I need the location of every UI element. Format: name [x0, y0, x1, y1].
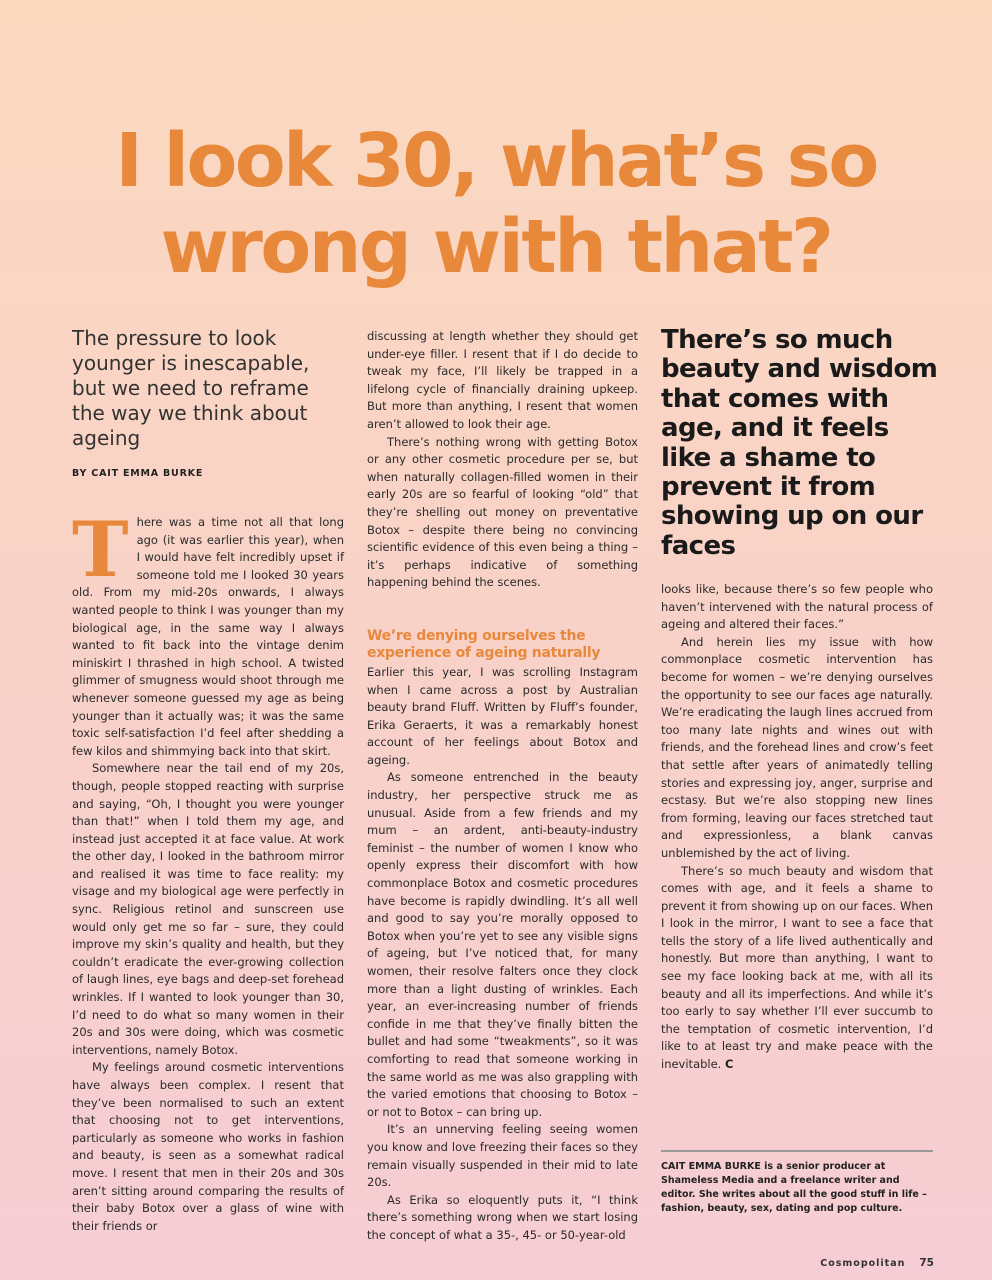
drop-cap: T — [72, 505, 129, 594]
paragraph — [72, 505, 344, 760]
author-bio: CAIT EMMA BURKE is a senior producer at Shameless Media and a freelance writer and editor. She writes about all the good stuff in life – fashion, beauty, sex, dating and pop culture. — [661, 1161, 927, 1214]
paragraph: Somewhere near the tail end of my 20s, though, people stopped reacting with surprise and saying, “Oh, I thought you were younger than that!” when I told them my age, and instead just accepted it at face value. At work the other day, I looked in the bathroom mirror and realised it was time to face reality: my visage and my biological age were perfectly in sync. Religious retinol and sunscreen use would only get me so far – sure, they could improve my skin’s quality and health, but they couldn’t eradicate the ever-growing collection of laugh lines, eye bags and deep-set forehead wrinkles. If I wanted to look younger than 30, I’d need to do what so many women in their 20s and 30s were doing, which was cosmetic interventions, namely Botox. — [72, 761, 344, 1057]
paragraph: My feelings around cosmetic interventions have always been complex. I resent that they’ve been normalised to such an extent that choosing not to get interventions, particularly as someone who works in fashion and beauty, is seen as a somewhat radical move. I resent that men in their 20s and 30s aren’t sitting around comparing the results of their baby Botox over a glass of wine with their friends or — [72, 1060, 344, 1233]
paragraph: As someone entrenched in the beauty industry, her perspective struck me as unusual. Aside from a few friends and my mum – an ardent, anti-beauty-industry feminist – the number of women I know who openly express their discomfort with how commonplace Botox and cosmetic procedures have become is rapidly dwindling. It’s all well and good to say you’re morally opposed to Botox when you’re yet to see any visible signs of ageing, but I’ve noticed that, for many women, their resolve falters once they clock more than a light dusting of wrinkles. Each year, an ever-increasing number of friends confide in me that they’ve finally bitten the bullet and had some “tweakments”, so it was comforting to read that someone working in the same world as me was also grappling with the varied emotions that choosing to Botox – or not to Botox – can bring up. — [367, 770, 638, 1119]
paragraph: As Erika so eloquently puts it, “I think there’s something wrong when we start losing the concept of what a 35-, 45- or 50-year-old — [367, 1192, 638, 1242]
paragraph: And herein lies my issue with how commonplace cosmetic intervention has become for women – we’re denying ourselves the opportunity to see our faces age naturally. We’re eradicating the laugh lines accrued from too many late nights and wines out with friends, and the forehead lines and crow’s feet that settle after years of animatedly telling stories and expressing joy, anger, surprise and ecstasy. But we’re also stopping new lines from forming, leaving our faces stretched taut and expressionless, a blank canvas unblemished by the act of living. — [661, 634, 933, 860]
headline-line-2: wrong with that? — [160, 204, 832, 290]
paragraph: looks like, because there’s so few people who haven’t intervened with the natural process of ageing and altered their faces.” — [661, 582, 933, 632]
end-mark-icon: C — [725, 1057, 734, 1072]
paragraph-text: here was a time not all that long ago (it was earlier this year), when I would have felt incredibly upset if someone told me I looked 30 years old. From my mid-20s onwards, I always wanted people to think I was younger than my biological age, in the same way I always wanted to fit back into the vintage denim miniskirt I thrashed in high school. A twisted glimmer of smugness would shoot through me whenever someone guessed my age as being younger than it actually was; it was the same toxic self-satisfaction I’d feel after shedding a few kilos and shimmying back into that skirt. — [72, 515, 344, 758]
pull-quote: There’s so much beauty and wisdom that comes with age, and it feels like a shame to prevent it from showing up on our faces — [661, 325, 938, 561]
column-2 — [367, 328, 638, 1245]
subheading: We’re denying ourselves the experience of ageing naturally — [367, 627, 601, 661]
byline: BY CAIT EMMA BURKE — [72, 468, 204, 479]
page-number: 75 — [919, 1257, 934, 1269]
magazine-name: Cosmopolitan — [820, 1258, 906, 1269]
headline-line-1: I look 30, what’s so — [115, 118, 877, 204]
headline — [0, 118, 992, 290]
column-1 — [72, 505, 344, 1235]
bio-divider — [661, 1150, 933, 1152]
paragraph: discussing at length whether they should get under-eye filler. I resent that if I do decide to tweak my face, I’ll likely be trapped in a lifelong cycle of financially draining upkeep. But more than anything, I resent that women aren’t allowed to look their age. — [367, 329, 638, 431]
paragraph: Earlier this year, I was scrolling Instagram when I came across a post by Australian beauty brand Fluff. Written by Fluff’s founder, Erika Geraerts, it was a remarkably honest account of her feelings about Botox and ageing. — [367, 664, 638, 767]
paragraph — [661, 863, 933, 1074]
paragraph-text: There’s so much beauty and wisdom that comes with age, and it feels a shame to prevent it from showing up on our faces. When I look in the mirror, I want to see a face that tells the story of a life lived authentically and honestly. But more than anything, I want to see my face looking back at me, with all its beauty and all its imperfections. And while it’s too early to say whether I’ll ever succumb to the temptation of cosmetic intervention, I’d like to at least try and make peace with the inevitable. — [661, 863, 933, 1072]
page-footer — [820, 1257, 934, 1269]
paragraph: It’s an unnerving feeling seeing women you know and love freezing their faces so they remain visually suspended in their mid to late 20s. — [367, 1122, 638, 1190]
standfirst: The pressure to look younger is inescapable, but we need to reframe the way we think about ageing — [72, 326, 310, 450]
paragraph: There’s nothing wrong with getting Botox or any other cosmetic procedure per se, but when naturally collagen-filled women in their early 20s are so fearful of looking “old” that they’re shelling out money on preventative Botox – despite there being no convincing scientific evidence of this even being a thing – it’s perhaps indicative of something happening behind the scenes. — [367, 434, 638, 590]
column-3 — [661, 581, 933, 1074]
